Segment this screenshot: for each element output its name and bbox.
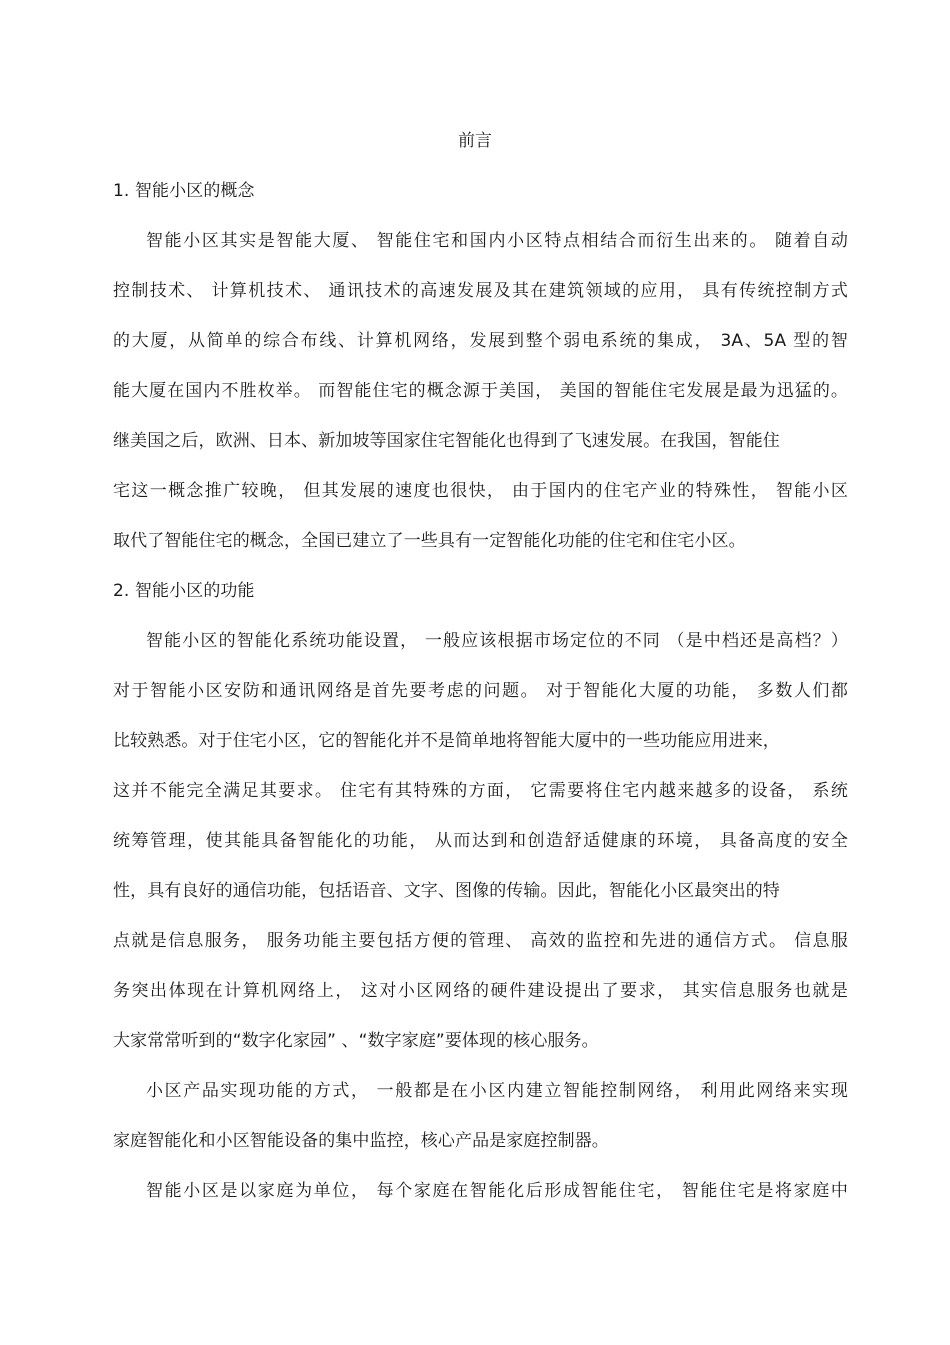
paragraph-line: 小区产品实现功能的方式， 一般都是在小区内建立智能控制网络， 利用此网络来实现: [146, 1081, 848, 1101]
paragraph-line: 的大厦，从简单的综合布线、计算机网络，发展到整个弱电系统的集成， 3A、5A 型的智: [113, 331, 848, 351]
paragraph-line: 控制技术、 计算机技术、 通讯技术的高速发展及其在建筑领域的应用， 具有传统控制方式: [113, 281, 848, 301]
paragraph-line: 取代了智能住宅的概念，全国已建立了一些具有一定智能化功能的住宅和住宅小区。: [113, 531, 746, 551]
paragraph-line: 继美国之后，欧洲、日本、新加坡等国家住宅智能化也得到了飞速发展。在我国，智能住: [113, 431, 780, 451]
paragraph-line: 统筹管理，使其能具备智能化的功能， 从而达到和创造舒适健康的环境， 具备高度的安全: [113, 831, 848, 851]
paragraph-line: 对于智能小区安防和通讯网络是首先要考虑的问题。 对于智能化大厦的功能， 多数人们都: [113, 681, 848, 701]
paragraph-line: 点就是信息服务， 服务功能主要包括方便的管理、 高效的监控和先进的通信方式。 信息服: [113, 931, 848, 951]
paragraph-line: 智能小区是以家庭为单位， 每个家庭在智能化后形成智能住宅， 智能住宅是将家庭中: [146, 1181, 848, 1201]
paragraph-line: 大家常常听到的“数字化家园” 、“数字家庭”要体现的核心服务。: [113, 1031, 599, 1051]
page-title: 前言: [458, 131, 492, 151]
paragraph-line: 智能小区其实是智能大厦、 智能住宅和国内小区特点相结合而衍生出来的。 随着自动: [146, 231, 848, 251]
paragraph-line: 比较熟悉。对于住宅小区，它的智能化并不是简单地将智能大厦中的一些功能应用进来，: [113, 731, 780, 751]
paragraph-line: 能大厦在国内不胜枚举。 而智能住宅的概念源于美国， 美国的智能住宅发展是最为迅猛的。: [113, 381, 848, 401]
paragraph-line: 务突出体现在计算机网络上， 这对小区网络的硬件建设提出了要求， 其实信息服务也就是: [113, 981, 848, 1001]
section-heading: 1. 智能小区的概念: [113, 181, 255, 201]
paragraph-line: 智能小区的智能化系统功能设置， 一般应该根据市场定位的不同 （是中档还是高档？）: [146, 631, 848, 651]
paragraph-line: 这并不能完全满足其要求。 住宅有其特殊的方面， 它需要将住宅内越来越多的设备， 系统: [113, 781, 848, 801]
section-heading: 2. 智能小区的功能: [113, 581, 255, 601]
paragraph-line: 宅这一概念推广较晚， 但其发展的速度也很快， 由于国内的住宅产业的特殊性， 智能小区: [113, 481, 848, 501]
paragraph-line: 家庭智能化和小区智能设备的集中监控，核心产品是家庭控制器。: [113, 1131, 609, 1151]
paragraph-line: 性，具有良好的通信功能，包括语音、文字、图像的传输。因此，智能化小区最突出的特: [113, 881, 780, 901]
